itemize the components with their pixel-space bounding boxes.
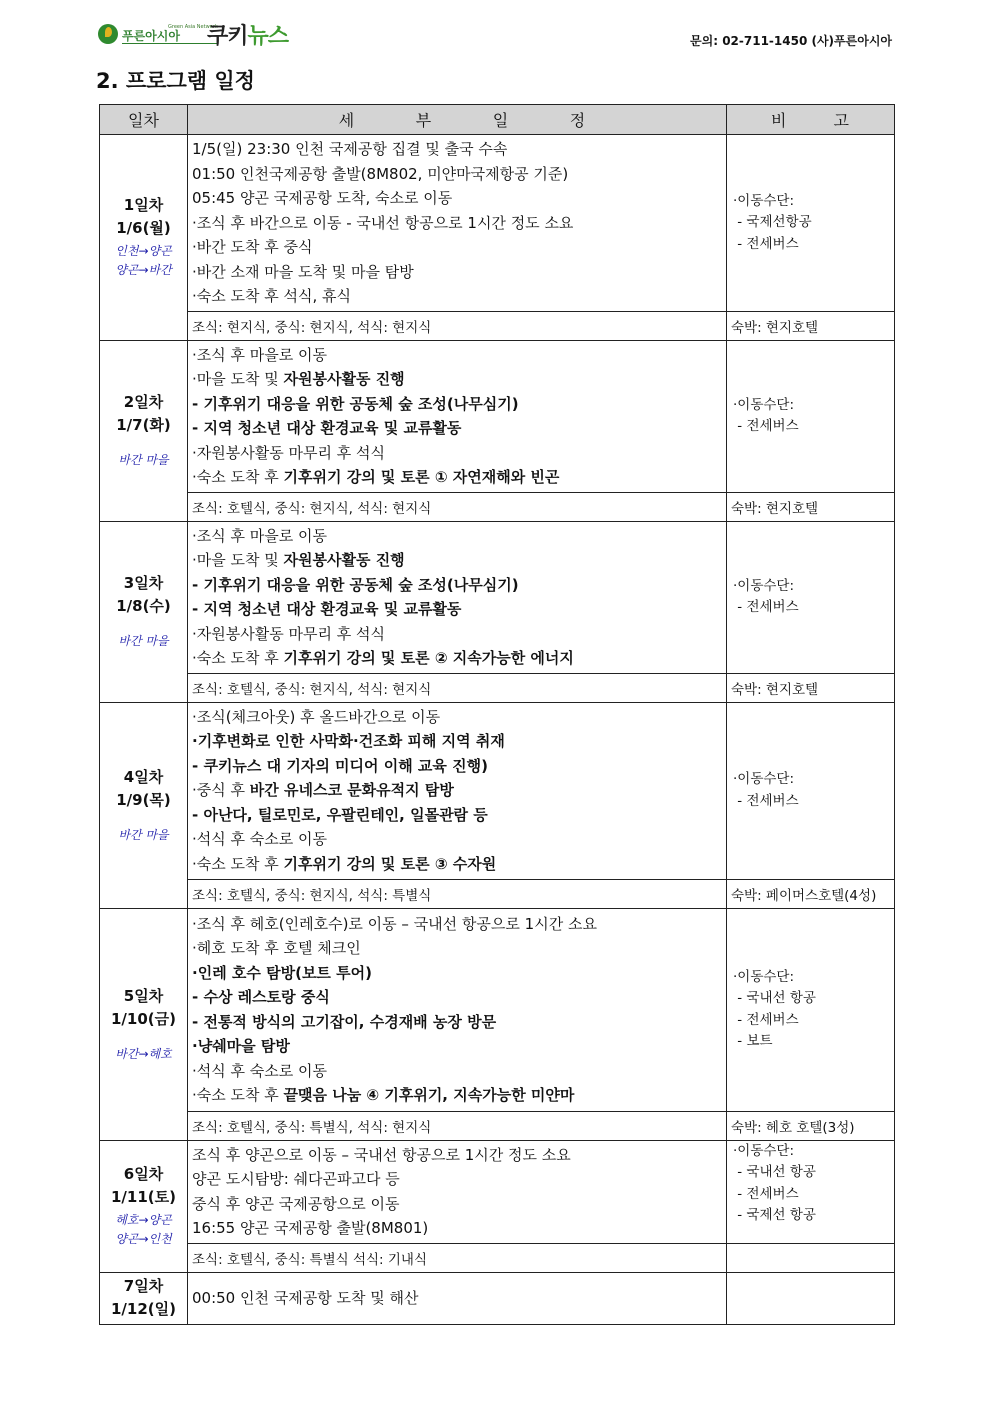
note-line: ·이동수단: bbox=[733, 771, 795, 787]
day-route bbox=[100, 242, 187, 280]
note-line: ·이동수단: bbox=[733, 1142, 795, 1159]
schedule-line bbox=[192, 573, 726, 598]
day-date: 1/8(수) bbox=[116, 597, 171, 615]
schedule-line bbox=[192, 392, 726, 417]
day-cell bbox=[100, 135, 188, 341]
schedule-detail bbox=[188, 340, 727, 492]
schedule-line bbox=[192, 1192, 726, 1217]
schedule-line bbox=[192, 936, 726, 961]
schedule-line bbox=[192, 961, 726, 986]
schedule-line bbox=[192, 137, 726, 162]
accommodation-info: 숙박: 현지호텔 bbox=[727, 492, 895, 521]
schedule-line bbox=[192, 803, 726, 828]
route-line: 바간 마을 bbox=[118, 634, 169, 648]
route-line: 바간→헤호 bbox=[115, 1046, 172, 1061]
schedule-line bbox=[192, 1083, 726, 1108]
transport-note bbox=[727, 1140, 895, 1243]
meal-row bbox=[100, 1111, 895, 1140]
day-date: 1/12(일) bbox=[111, 1300, 176, 1318]
schedule-line bbox=[192, 912, 726, 937]
schedule-line bbox=[192, 367, 726, 392]
line-highlight: - 기후위기 대응을 위한 공동체 숲 조성(나무심기) bbox=[192, 575, 519, 594]
schedule-detail bbox=[188, 908, 727, 1111]
route-line: 바간 마을 bbox=[118, 827, 169, 842]
contact-info: 문의: 02-711-1450 (사)푸른아시아 bbox=[690, 34, 892, 48]
line-highlight: 끝맺음 나눔 ④ 기후위기, 지속가능한 미얀마 bbox=[283, 1086, 575, 1104]
line-text: 1/5(일) 23:30 인천 국제공항 집결 및 출국 수속 bbox=[192, 140, 508, 158]
schedule-line bbox=[192, 778, 726, 803]
note-line: - 국제선항공 bbox=[733, 214, 812, 230]
route-line: 인천→양곤 bbox=[115, 244, 172, 259]
day-route bbox=[100, 451, 187, 470]
line-text: ·조식 후 마을로 이동 bbox=[192, 345, 327, 364]
note-line: - 국제선 항공 bbox=[733, 1207, 816, 1223]
header-note: 비 고 bbox=[727, 105, 895, 135]
line-text: ·바간 소재 마을 도착 및 마을 탐방 bbox=[192, 262, 414, 281]
schedule-line bbox=[192, 235, 726, 260]
route-line: 양곤→인천 bbox=[115, 1232, 172, 1246]
schedule-line bbox=[192, 1216, 726, 1241]
day-date: 1/10(금) bbox=[111, 1009, 176, 1028]
note-line: ·이동수단: bbox=[733, 577, 795, 594]
schedule-line bbox=[192, 465, 726, 490]
day-cell bbox=[100, 521, 188, 702]
note-line: - 보트 bbox=[733, 1033, 773, 1049]
transport-note bbox=[727, 340, 895, 492]
day-route bbox=[100, 1045, 187, 1064]
logo-english: Green Asia Network bbox=[168, 23, 218, 30]
table-header-row bbox=[100, 105, 895, 135]
meal-info: 조식: 호텔식, 중식: 현지식, 석식: 현지식 bbox=[188, 492, 727, 521]
schedule-line bbox=[192, 260, 726, 285]
line-highlight: 기후위기 강의 및 토론 ① 자연재해와 빈곤 bbox=[283, 468, 560, 486]
schedule-detail bbox=[188, 135, 727, 312]
line-highlight: ·냥쉐마을 탐방 bbox=[192, 1037, 290, 1055]
schedule-line bbox=[192, 622, 726, 647]
day-date: 1/11(토) bbox=[111, 1188, 176, 1206]
meal-info: 조식: 호텔식, 중식: 특별식, 석식: 현지식 bbox=[188, 1111, 727, 1140]
line-highlight: 기후위기 강의 및 토론 ② 지속가능한 에너지 bbox=[283, 649, 574, 667]
note-line: - 전세버스 bbox=[733, 418, 799, 434]
line-text: ·중식 후 bbox=[192, 781, 250, 800]
schedule-line bbox=[192, 186, 726, 211]
note-line: - 전세버스 bbox=[733, 792, 799, 809]
line-text: ·숙소 도착 후 bbox=[192, 1086, 284, 1104]
day-label: 7일차 bbox=[123, 1277, 164, 1295]
schedule-line bbox=[192, 1286, 726, 1311]
schedule-line bbox=[192, 646, 726, 671]
note-line: - 전세버스 bbox=[733, 1185, 799, 1202]
schedule-line bbox=[192, 705, 726, 730]
schedule-line bbox=[192, 1010, 726, 1035]
day-label: 5일차 bbox=[123, 986, 164, 1005]
route-line: 양곤→바간 bbox=[115, 263, 172, 278]
logo-korean: 푸른아시아 bbox=[122, 30, 218, 44]
day-cell bbox=[100, 1140, 188, 1272]
line-highlight: - 아난다, 틸로민로, 우팔린테인, 일몰관람 등 bbox=[192, 805, 488, 824]
meal-row bbox=[100, 492, 895, 521]
schedule-table bbox=[99, 104, 895, 1325]
note-line: - 전세버스 bbox=[733, 235, 799, 252]
schedule-row bbox=[100, 908, 895, 1111]
schedule-row bbox=[100, 135, 895, 312]
line-text: ·바간 도착 후 중식 bbox=[192, 238, 313, 256]
day-date: 1/7(화) bbox=[116, 416, 171, 434]
day-cell bbox=[100, 702, 188, 908]
day-cell bbox=[100, 908, 188, 1140]
day-label: 2일차 bbox=[123, 393, 164, 411]
line-text: ·숙소 도착 후 bbox=[192, 649, 284, 667]
day-label: 1일차 bbox=[123, 196, 164, 215]
accommodation-info: 숙박: 페이머스호텔(4성) bbox=[727, 879, 895, 908]
line-highlight: - 지역 청소년 대상 환경교육 및 교류활동 bbox=[192, 600, 462, 618]
note-line: - 전세버스 bbox=[733, 1011, 799, 1028]
accommodation-info bbox=[727, 1243, 895, 1272]
meal-info: 조식: 현지식, 중식: 현지식, 석식: 현지식 bbox=[188, 311, 727, 340]
line-text: 16:55 양곤 국제공항 출발(8M801) bbox=[192, 1219, 429, 1237]
schedule-line bbox=[192, 524, 726, 549]
line-highlight: 자원봉사활동 진행 bbox=[283, 551, 405, 569]
schedule-line bbox=[192, 729, 726, 754]
leaf-icon bbox=[98, 24, 118, 44]
day-route bbox=[100, 826, 187, 845]
meal-info: 조식: 호텔식, 중식: 특별식 석식: 기내식 bbox=[188, 1243, 727, 1272]
day-route bbox=[100, 1211, 187, 1249]
header-day: 일차 bbox=[100, 105, 188, 135]
schedule-line bbox=[192, 1034, 726, 1059]
line-highlight: ·인레 호수 탐방(보트 투어) bbox=[192, 963, 372, 982]
accommodation-info: 숙박: 현지호텔 bbox=[727, 673, 895, 702]
line-text: ·숙소 도착 후 석식, 휴식 bbox=[192, 287, 352, 305]
schedule-line bbox=[192, 548, 726, 573]
day-date: 1/9(목) bbox=[116, 790, 171, 809]
schedule-row bbox=[100, 1272, 895, 1324]
meal-row bbox=[100, 1243, 895, 1272]
note-line: - 국내선 항공 bbox=[733, 990, 816, 1006]
route-line: 바간 마을 bbox=[118, 453, 169, 467]
schedule-row bbox=[100, 340, 895, 492]
note-line: ·이동수단: bbox=[733, 192, 795, 209]
schedule-line bbox=[192, 852, 726, 877]
day-cell bbox=[100, 340, 188, 521]
header-detail: 세 부 일 정 bbox=[188, 105, 727, 135]
transport-note bbox=[727, 1272, 895, 1324]
schedule-row bbox=[100, 521, 895, 673]
schedule-line bbox=[192, 211, 726, 236]
schedule-line bbox=[192, 416, 726, 441]
note-line: ·이동수단: bbox=[733, 968, 795, 985]
line-text: ·석식 후 숙소로 이동 bbox=[192, 1061, 327, 1080]
line-text: ·자원봉사활동 마무리 후 석식 bbox=[192, 624, 385, 643]
meal-row bbox=[100, 673, 895, 702]
schedule-line bbox=[192, 284, 726, 309]
line-text: ·마을 도착 및 bbox=[192, 370, 284, 388]
line-text: ·숙소 도착 후 bbox=[192, 468, 284, 486]
line-highlight: - 쿠키뉴스 대 기자의 미디어 이해 교육 진행) bbox=[192, 756, 488, 775]
line-text: 중식 후 양곤 국제공항으로 이동 bbox=[192, 1194, 400, 1213]
line-text: 조식 후 양곤으로 이동 – 국내선 항공으로 1시간 정도 소요 bbox=[192, 1145, 571, 1164]
day-label: 4일차 bbox=[123, 767, 164, 786]
schedule-line bbox=[192, 1059, 726, 1084]
kuki-news-logo: 쿠키뉴스 bbox=[207, 24, 289, 49]
line-highlight: - 전통적 방식의 고기잡이, 수경재배 농장 방문 bbox=[192, 1012, 497, 1031]
route-line: 헤호→양곤 bbox=[115, 1213, 172, 1227]
line-text: ·헤호 도착 후 호텔 체크인 bbox=[192, 939, 361, 957]
schedule-row bbox=[100, 702, 895, 879]
day-label: 3일차 bbox=[123, 574, 164, 592]
schedule-line bbox=[192, 827, 726, 852]
line-text: ·마을 도착 및 bbox=[192, 551, 284, 569]
schedule-line bbox=[192, 162, 726, 187]
line-highlight: ·기후변화로 인한 사막화·건조화 피해 지역 취재 bbox=[192, 732, 505, 751]
accommodation-info: 숙박: 현지호텔 bbox=[727, 311, 895, 340]
schedule-detail bbox=[188, 702, 727, 879]
day-label: 6일차 bbox=[123, 1165, 164, 1183]
meal-info: 조식: 호텔식, 중식: 현지식, 석식: 특별식 bbox=[188, 879, 727, 908]
schedule-line bbox=[192, 754, 726, 779]
line-highlight: - 기후위기 대응을 위한 공동체 숲 조성(나무심기) bbox=[192, 394, 519, 413]
schedule-detail bbox=[188, 1272, 727, 1324]
line-text: ·조식 후 헤호(인레호수)로 이동 – 국내선 항공으로 1시간 소요 bbox=[192, 914, 597, 933]
meal-row bbox=[100, 311, 895, 340]
line-text: ·숙소 도착 후 bbox=[192, 854, 284, 873]
line-text: ·석식 후 숙소로 이동 bbox=[192, 830, 327, 849]
schedule-detail bbox=[188, 521, 727, 673]
line-highlight: 기후위기 강의 및 토론 ③ 수자원 bbox=[283, 854, 497, 873]
transport-note bbox=[727, 908, 895, 1111]
line-text: ·조식(체크아웃) 후 올드바간으로 이동 bbox=[192, 707, 441, 726]
day-route bbox=[100, 632, 187, 651]
line-text: ·자원봉사활동 마무리 후 석식 bbox=[192, 443, 385, 462]
schedule-line bbox=[192, 1143, 726, 1168]
meal-info: 조식: 호텔식, 중식: 현지식, 석식: 현지식 bbox=[188, 673, 727, 702]
line-highlight: - 지역 청소년 대상 환경교육 및 교류활동 bbox=[192, 419, 462, 437]
note-line: ·이동수단: bbox=[733, 396, 795, 413]
line-text: 00:50 인천 국제공항 도착 및 해산 bbox=[192, 1288, 419, 1307]
day-date: 1/6(월) bbox=[116, 219, 171, 238]
line-highlight: 바간 유네스코 문화유적지 탐방 bbox=[249, 781, 454, 800]
transport-note bbox=[727, 521, 895, 673]
schedule-detail bbox=[188, 1140, 727, 1243]
line-highlight: - 수상 레스토랑 중식 bbox=[192, 988, 330, 1006]
day-cell bbox=[100, 1272, 188, 1324]
section-title: 2. 프로그램 일정 bbox=[96, 69, 255, 93]
line-text: ·조식 후 마을로 이동 bbox=[192, 526, 327, 545]
green-asia-logo bbox=[98, 24, 218, 44]
accommodation-info: 숙박: 헤호 호텔(3성) bbox=[727, 1111, 895, 1140]
line-highlight: 자원봉사활동 진행 bbox=[283, 370, 405, 388]
line-text: 양곤 도시탐방: 쉐다곤파고다 등 bbox=[192, 1170, 400, 1188]
schedule-line bbox=[192, 1167, 726, 1192]
page-header bbox=[0, 0, 992, 60]
line-text: 05:45 양곤 국제공항 도착, 숙소로 이동 bbox=[192, 189, 453, 207]
meal-row bbox=[100, 879, 895, 908]
schedule-line bbox=[192, 985, 726, 1010]
schedule-line bbox=[192, 597, 726, 622]
note-line: - 전세버스 bbox=[733, 599, 799, 615]
schedule-line bbox=[192, 441, 726, 466]
transport-note bbox=[727, 135, 895, 312]
schedule-row bbox=[100, 1140, 895, 1243]
line-text: 01:50 인천국제공항 출발(8M802, 미얀마국제항공 기준) bbox=[192, 164, 569, 183]
schedule-line bbox=[192, 343, 726, 368]
transport-note bbox=[727, 702, 895, 879]
note-line: - 국내선 항공 bbox=[733, 1164, 816, 1180]
line-text: ·조식 후 바간으로 이동 - 국내선 항공으로 1시간 정도 소요 bbox=[192, 213, 574, 232]
